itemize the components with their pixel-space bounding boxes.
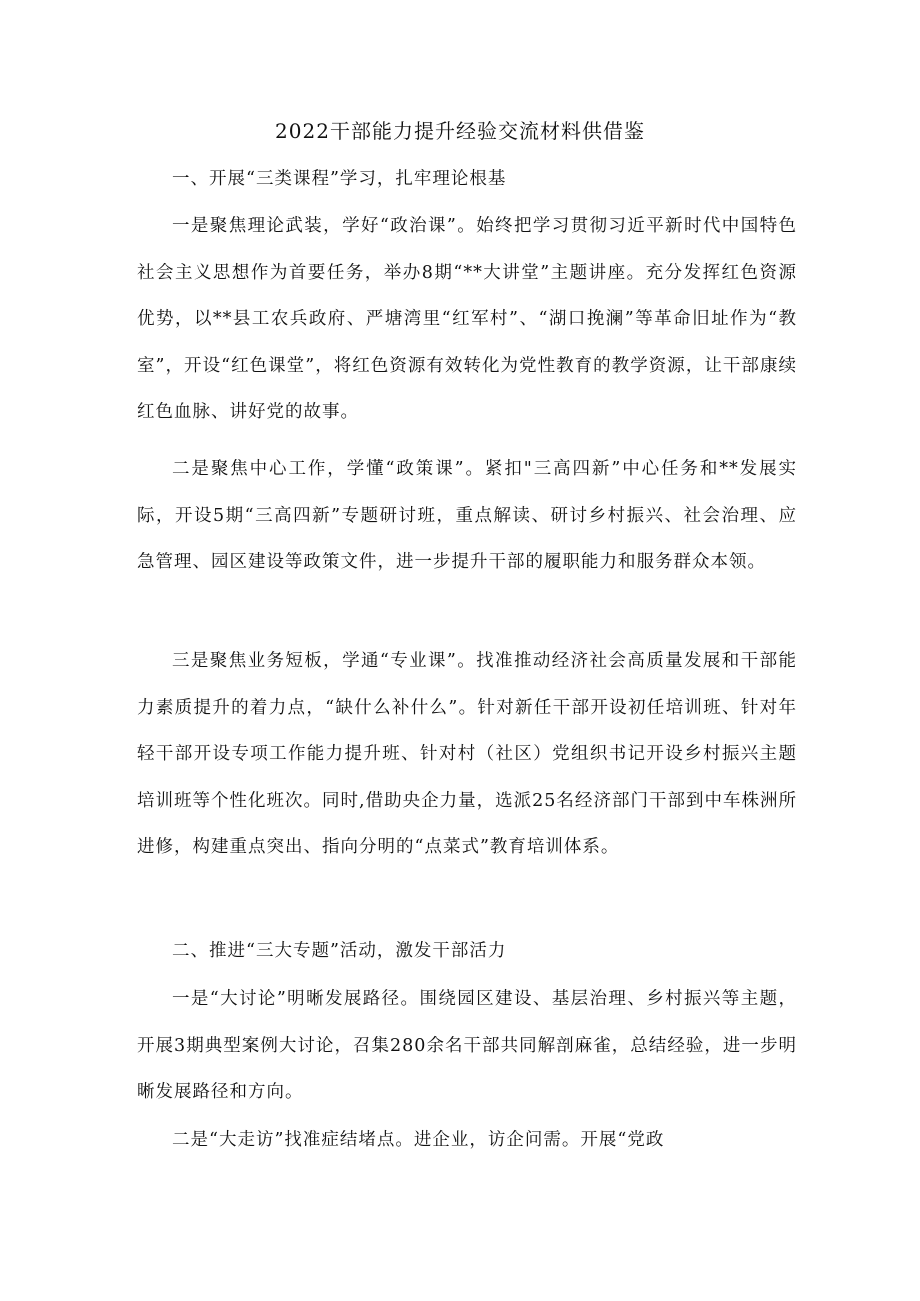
section-heading-1: 一、开展“三类课程”学习，扎牢理论根基 [172,169,507,189]
paragraph-big-visit: 二是“大走访”找准症结堵点。进企业，访企问需。开展“党政 [172,1130,665,1150]
paragraph-political-course: 一是聚焦理论武装，学好“政治课”。始终把学习贯彻习近平新时代中国特色社会主义思想作为首要任务，举办8期“**大讲堂”主题讲座。充分发挥红色资源优势，以**县工农兵政府、严塘湾里“红军村”、“湖口挽澜”等革命旧址作为“教室”，开设“红色课堂”，将红色资源有效转化为党性教育的教学资源，让干部康续红色血脉、讲好党的故事。 [137,216,797,422]
paragraph-professional-course: 三是聚焦业务短板，学通“专业课”。找准推动经济社会高质量发展和干部能力素质提升的着力点，“缺什么补什么”。针对新任干部开设初任培训班、针对年轻干部开设专项工作能力提升班、针对村（社区）党组织书记开设乡村振兴主题培训班等个性化班次。同时,借助央企力量，选派25名经济部门干部到中车株洲所进修，构建重点突出、指向分明的“点菜式”教育培训体系。 [137,651,797,857]
section-heading-2: 二、推进“三大专题”活动，激发干部活力 [172,941,507,961]
paragraph-policy-course: 二是聚焦中心工作，学懂“政策课”。紧扣"三高四新”中心任务和**发展实际，开设5期“三高四新”专题研讨班，重点解读、研讨乡村振兴、社会治理、应急管理、园区建设等政策文件，进一步提升干部的履职能力和服务群众本领。 [137,459,797,572]
paragraph-big-discussion: 一是“大讨论”明晰发展路径。围绕园区建设、基层治理、乡村振兴等主题，开展3期典型案例大讨论，召集280余名干部共同解剖麻雀，总结经验，进一步明晰发展路径和方向。 [137,989,797,1102]
document-title: 2022干部能力提升经验交流材料供借鉴 [275,119,645,143]
